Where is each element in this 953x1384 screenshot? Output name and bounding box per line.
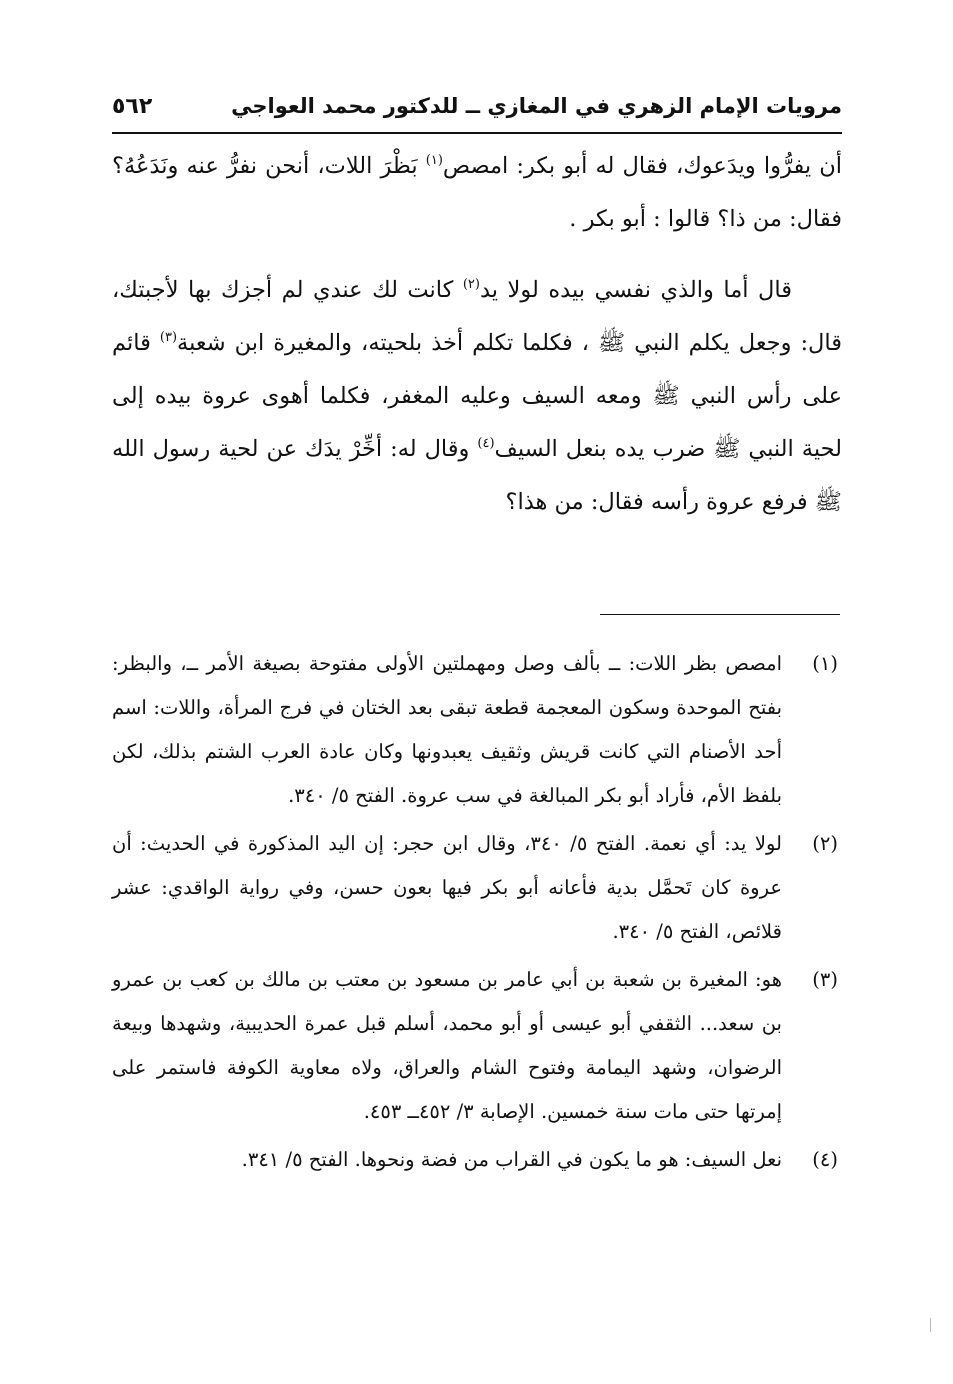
paragraph-2-text-d: وقال له: أخِّرْ يدَك عن لحية رسول الله ﷺ فرفع عروة رأسه فقال: من هذا؟ bbox=[112, 436, 842, 515]
footnote-1 bbox=[112, 642, 842, 818]
footnote-number: (٤) bbox=[812, 1148, 838, 1171]
footnote-3 bbox=[112, 958, 842, 1134]
footnote-ref-3: (٣) bbox=[159, 330, 178, 345]
footnote-number: (١) bbox=[812, 652, 838, 675]
footnote-4 bbox=[112, 1138, 842, 1182]
paragraph-1-text-b: بَظْرَ اللات، أنحن نفرُّ عنه ونَدَعُهُ؟ فقال: من ذا؟ قالوا : أبو بكر . bbox=[112, 153, 842, 232]
footnote-ref-4: (٤) bbox=[477, 436, 495, 451]
scan-mark bbox=[930, 1318, 931, 1332]
paragraph-1-text-a: أن يفرُّوا ويدَعوك، فقال له أبو بكر: امصص bbox=[442, 153, 842, 179]
footnote-text: هو: المغيرة بن شعبة بن أبي عامر بن مسعود بن معتب بن مالك بن كعب بن عمرو بن سعد... الثقفي أبو عيسى أو أبو محمد، أسلم قبل عمرة الحديبية، وشهدها وبيعة الرضوان، وشهد اليمامة وفتوح الشام والعراق، ولاه معاوية الكوفة فاستمر على إمرتها حتى مات سنة خمسين. الإصابة ٣/ ٤٥٢ــ ٤٥٣. bbox=[112, 968, 782, 1123]
paragraph-2 bbox=[112, 264, 842, 529]
footnote-ref-2: (٢) bbox=[462, 277, 480, 292]
header-rule bbox=[112, 132, 842, 134]
paragraph-2-text-c: قائم على رأس النبي ﷺ ومعه السيف وعليه المغفر، فكلما أهوى عروة بيده إلى لحية النبي ﷺ ضرب يده بنعل السيف bbox=[112, 330, 842, 462]
footnote-text: نعل السيف: هو ما يكون في القراب من فضة ونحوها. الفتح ٥/ ٣٤١. bbox=[241, 1148, 782, 1171]
footnote-text: لولا يد: أي نعمة. الفتح ٥/ ٣٤٠، وقال ابن حجر: إن اليد المذكورة في الحديث: أن عروة كان تَحمَّل بدية فأعانه أبو بكر فيها بعون حسن، وفي رواية الواقدي: عشر قلائص، الفتح ٥/ ٣٤٠. bbox=[112, 832, 782, 943]
footnote-text: امصص بظر اللات: ــ بألف وصل ومهملتين الأولى مفتوحة بصيغة الأمر ــ، والبظر: بفتح الموحدة وسكون المعجمة قطعة تبقى بعد الختان في فرج المرأة، واللات: اسم أحد الأصنام التي كانت قريش وثقيف يعبدونها وكان عادة العرب الشتم بذلك، لكن بلفظ الأم، فأراد أبو بكر المبالغة في سب عروة. الفتح ٥/ ٣٤٠. bbox=[112, 652, 782, 807]
footnotes bbox=[112, 642, 842, 1186]
page-number: ٥٦٢ bbox=[112, 94, 153, 119]
footnote-2 bbox=[112, 822, 842, 954]
footnote-separator bbox=[600, 614, 840, 615]
header-title: مرويات الإمام الزهري في المغازي ــ للدكتور محمد العواجي bbox=[231, 94, 842, 118]
running-header bbox=[112, 92, 842, 132]
footnote-number: (٣) bbox=[812, 968, 838, 991]
paragraph-1 bbox=[112, 140, 842, 246]
paragraph-2-text-a: قال أما والذي نفسي بيده لولا يد bbox=[479, 277, 792, 303]
footnote-ref-1: (١) bbox=[425, 153, 443, 168]
paragraph-2-text-b: كانت لك عندي لم أجزك بها لأجبتك، قال: وجعل يكلم النبي ﷺ ، فكلما تكلم أخذ بلحيته، والمغيرة ابن شعبة bbox=[112, 277, 842, 356]
footnote-number: (٢) bbox=[812, 832, 838, 855]
main-text bbox=[112, 140, 842, 529]
